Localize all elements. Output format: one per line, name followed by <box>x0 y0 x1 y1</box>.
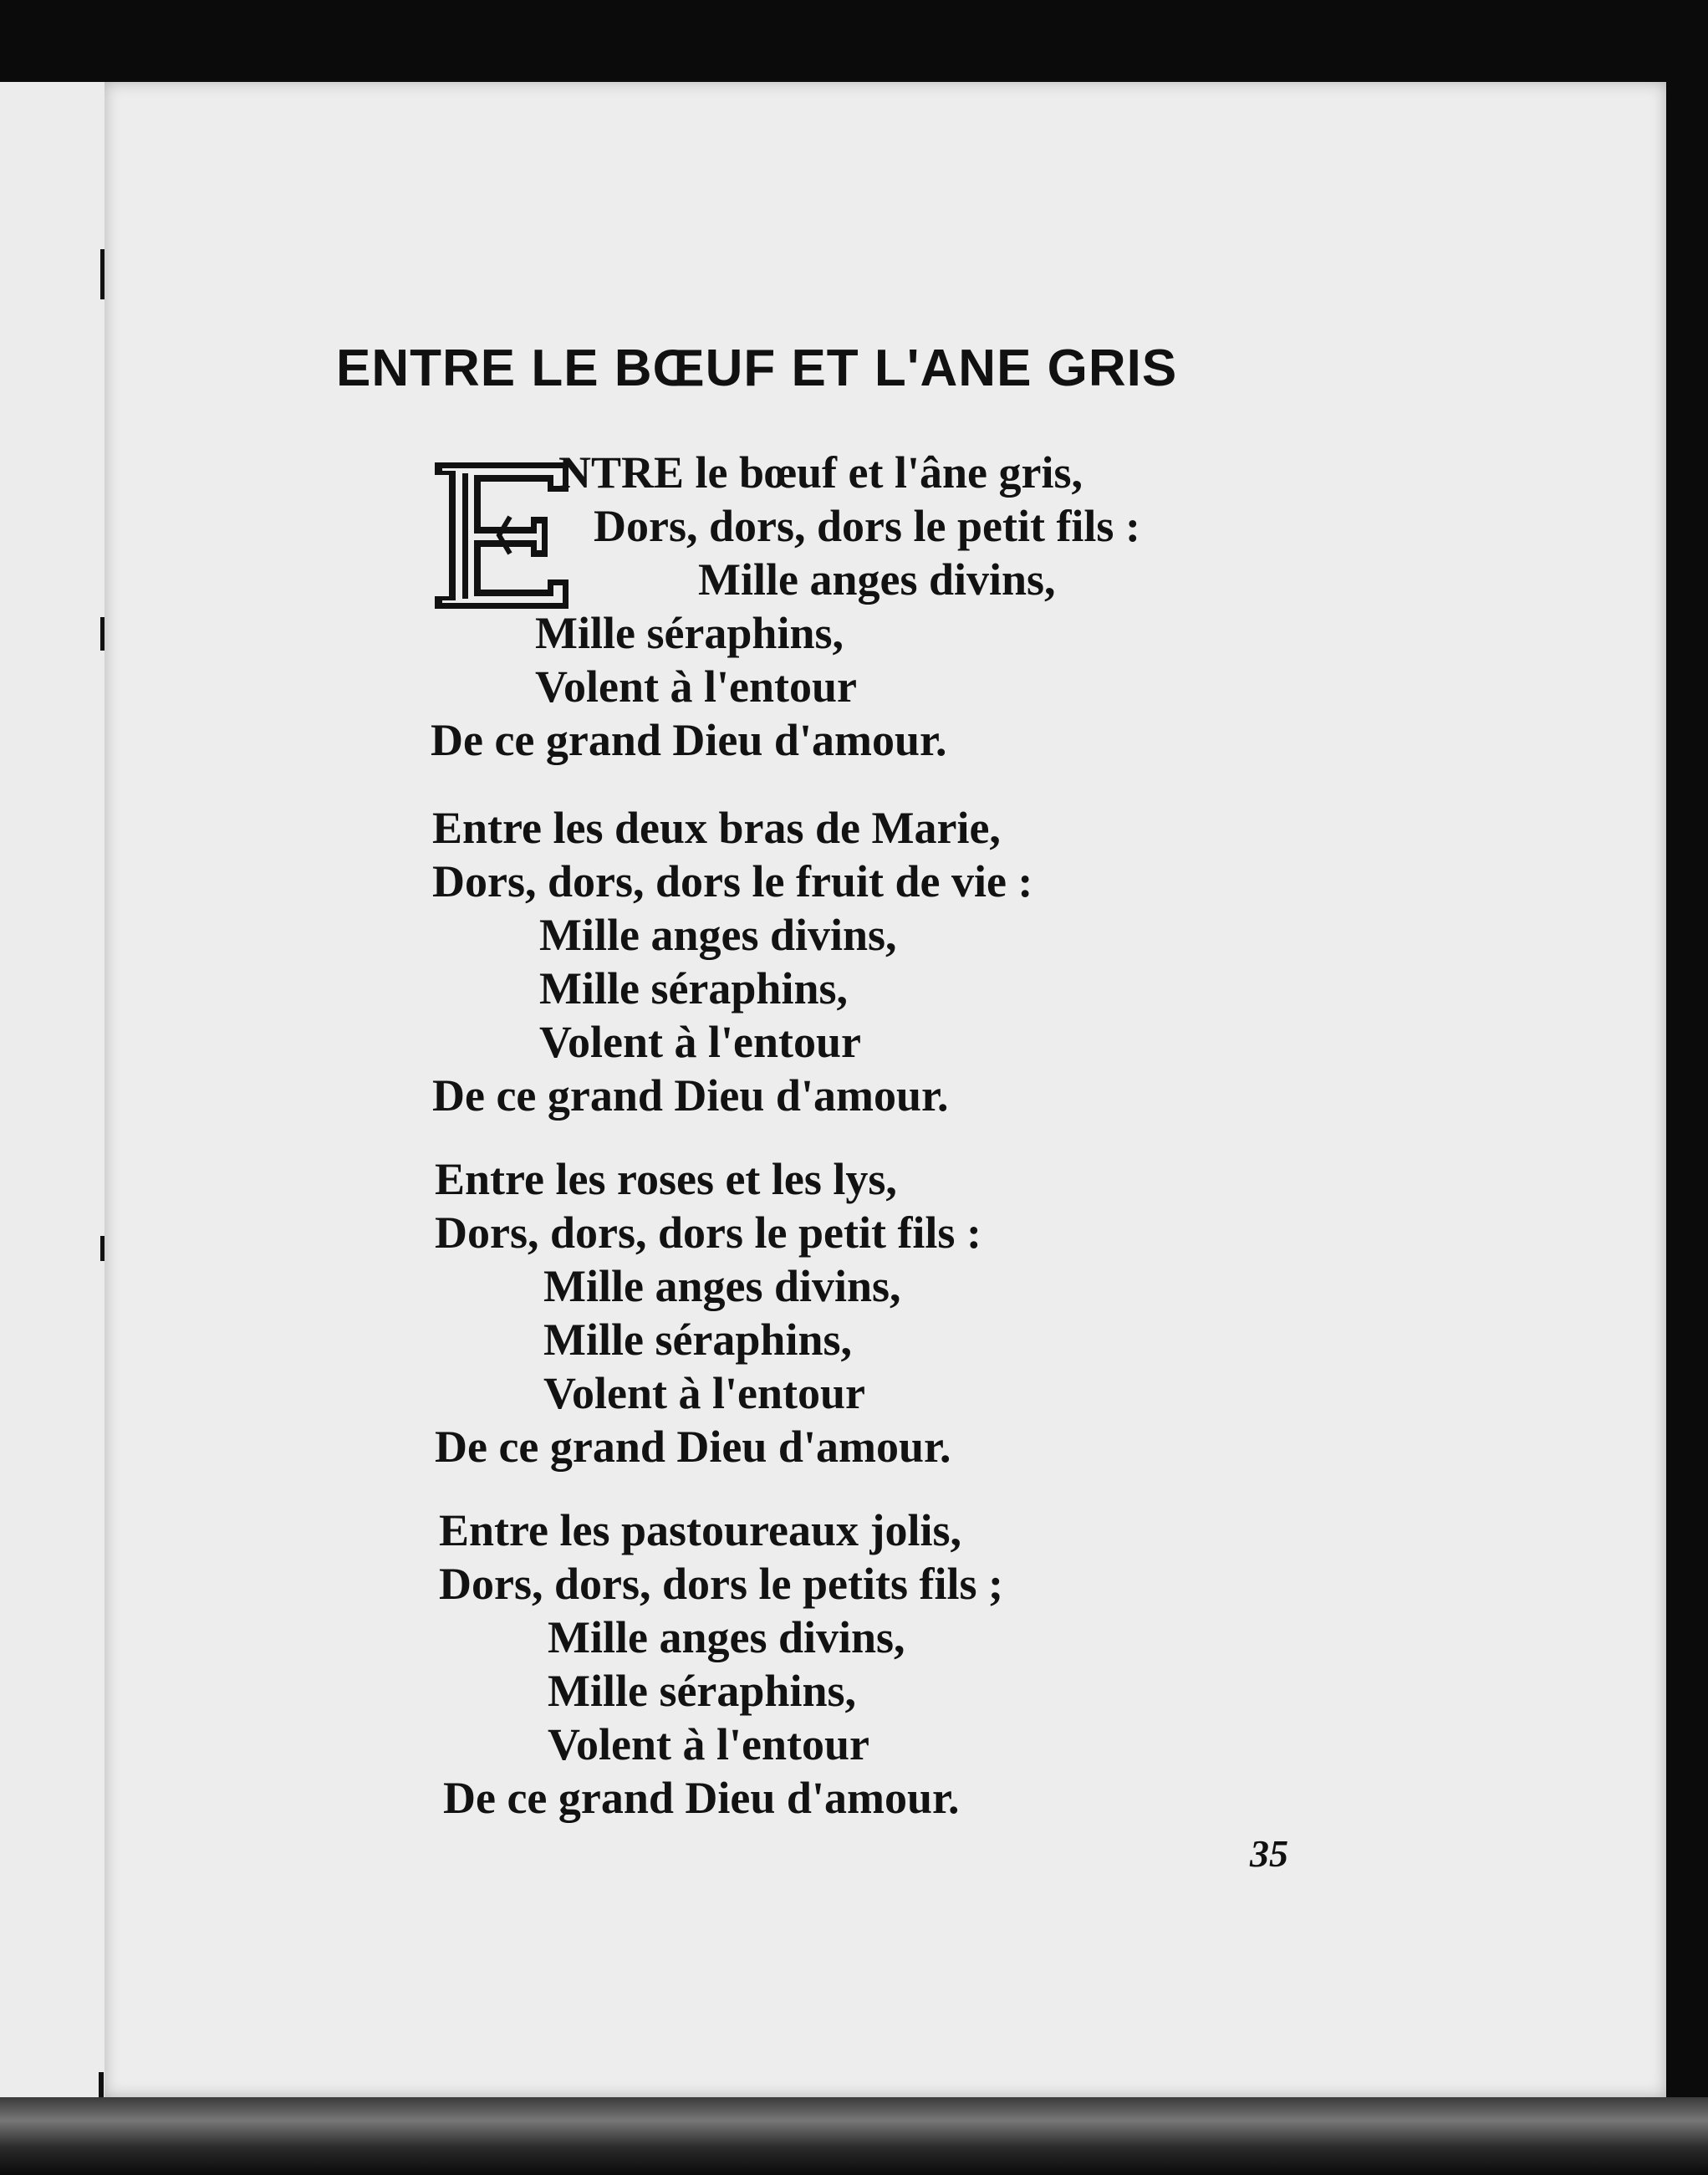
poem-line: De ce grand Dieu d'amour. <box>431 715 947 765</box>
poem-line: Mille séraphins, <box>543 1315 853 1365</box>
poem-line: Volent à l'entour <box>535 661 858 712</box>
poem-line: Entre les pastoureaux jolis, <box>439 1505 962 1555</box>
poem-line: De ce grand Dieu d'amour. <box>443 1773 960 1823</box>
poem-line: De ce grand Dieu d'amour. <box>435 1422 951 1472</box>
poem-line: Dors, dors, dors le petit fils : <box>594 501 1140 551</box>
poem-title: ENTRE LE BŒUF ET L'ANE GRIS <box>336 340 1178 397</box>
poem-line: Mille anges divins, <box>698 554 1056 605</box>
poem-line: Dors, dors, dors le petits fils ; <box>439 1559 1003 1609</box>
drop-cap-e-icon <box>431 458 573 613</box>
page-edge-right <box>1666 25 1708 2175</box>
poem-line: Dors, dors, dors le fruit de vie : <box>432 856 1033 906</box>
facing-page-edge <box>0 82 108 2097</box>
poem-line: Volent à l'entour <box>543 1368 866 1418</box>
poem-line: Mille anges divins, <box>548 1612 905 1662</box>
poem-line: Entre les roses et les lys, <box>435 1154 897 1204</box>
page-edge-bottom <box>0 2097 1708 2175</box>
poem-line: Dors, dors, dors le petit fils : <box>435 1207 981 1258</box>
poem-line: De ce grand Dieu d'amour. <box>432 1070 949 1121</box>
poem-line: Volent à l'entour <box>539 1017 862 1067</box>
poem-line: Mille anges divins, <box>543 1261 901 1311</box>
poem-line: Mille séraphins, <box>539 963 849 1013</box>
page-number: 35 <box>1250 1832 1288 1875</box>
drop-cap-letter <box>431 458 573 613</box>
poem-line: NTRE le bœuf et l'âne gris, <box>558 447 1083 498</box>
poem-line: Mille anges divins, <box>539 910 897 960</box>
poem-line: Mille séraphins, <box>535 608 844 658</box>
poem-line: Mille séraphins, <box>548 1666 857 1716</box>
poem-line: Entre les deux bras de Marie, <box>432 803 1001 853</box>
poem-line: Volent à l'entour <box>548 1719 870 1769</box>
